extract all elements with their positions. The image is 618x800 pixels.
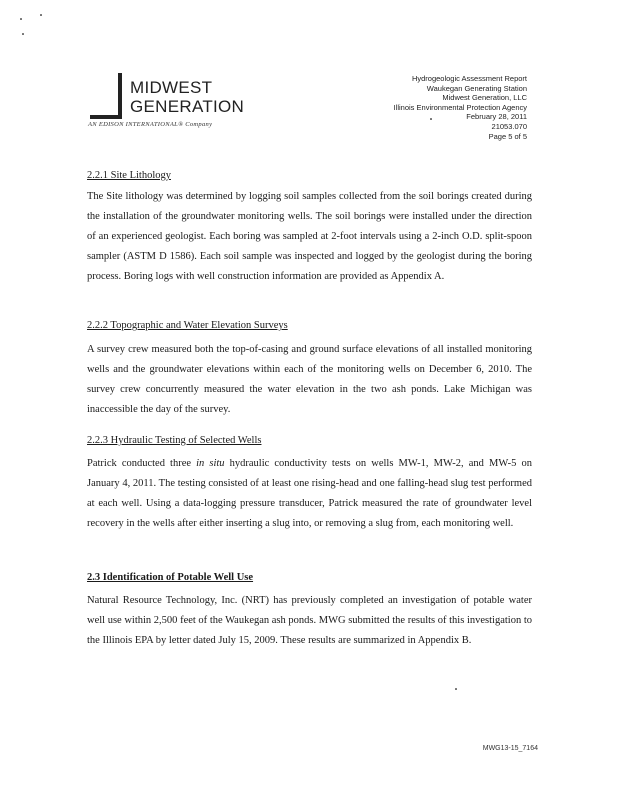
header-project-number: 21053.070	[491, 121, 527, 131]
company-logo	[88, 73, 248, 133]
logo-subtitle: AN EDISON INTERNATIONAL® Company	[88, 121, 213, 128]
section-body-site-lithology: The Site lithology was determined by logging soil samples collected from the soil borings created during the installation of the groundwater monitoring wells. The soil borings were installed under the direction of an experienced geologist. Each boring was sampled at 2-foot intervals using a 2-inch O.D. split-spoon sampler (ASTM D 1586). Each soil sample was inspected and logged by the geologist during the boring process. Boring logs with well construction information are provided as Appendix A.	[87, 191, 532, 282]
header-station: Waukegan Generating Station	[426, 83, 527, 93]
header-agency: Illinois Environmental Protection Agency	[393, 102, 527, 112]
footer-document-id: MWG13-15_7164	[482, 745, 538, 752]
section-heading-hydraulic-testing: 2.2.3 Hydraulic Testing of Selected Wells	[87, 435, 262, 446]
header-company: Midwest Generation, LLC	[442, 93, 527, 103]
body-text-emphasis: in situ	[196, 458, 225, 469]
section-body-surveys: A survey crew measured both the top-of-casing and ground surface elevations of all installed monitoring wells and the groundwater elevations within each of the monitoring wells on December 6, 2010. The survey crew concurrently measured the water elevation in the two ash ponds. Lake Michigan was inaccessible the day of the survey.	[87, 344, 532, 415]
scan-speck	[20, 18, 22, 20]
body-text-post: hydraulic conductivity tests on wells MW-1, MW-2, and MW-5 on January 4, 2011. The testing consisted of at least one rising-head and one falling-head slug test performed at each well. Using a data-logging pressure transducer, Patrick measured the rate of groundwater level recovery in the wells after either inserting a slug into, or removing a slug from, each monitoring well.	[87, 458, 532, 529]
scan-speck	[22, 33, 24, 35]
header-date: February 28, 2011	[466, 112, 527, 122]
section-heading-potable-well-use: 2.3 Identification of Potable Well Use	[87, 572, 254, 583]
logo-wordmark-line2: GENERATION	[130, 97, 245, 116]
logo-bracket-mark	[88, 73, 124, 119]
section-heading-surveys: 2.2.2 Topographic and Water Elevation Surveys	[87, 320, 288, 331]
section-body-potable-well-use: Natural Resource Technology, Inc. (NRT) has previously completed an investigation of potable water well use within 2,500 feet of the Waukegan ash ponds. MWG submitted the results of this investigation to the Illinois EPA by letter dated July 15, 2009. These results are summarized in Appendix B.	[87, 595, 532, 646]
header-report-title: Hydrogeologic Assessment Report	[411, 74, 527, 83]
section-heading-site-lithology: 2.2.1 Site Lithology	[87, 170, 171, 181]
scan-speck	[40, 14, 42, 16]
logo-wordmark-line1: MIDWEST	[130, 78, 213, 97]
header-page-number: Page 5 of 5	[488, 131, 527, 141]
body-text-pre: Patrick conducted three	[87, 458, 197, 469]
section-body-hydraulic-testing	[87, 454, 532, 534]
report-header	[287, 74, 527, 141]
scan-speck	[455, 688, 457, 690]
